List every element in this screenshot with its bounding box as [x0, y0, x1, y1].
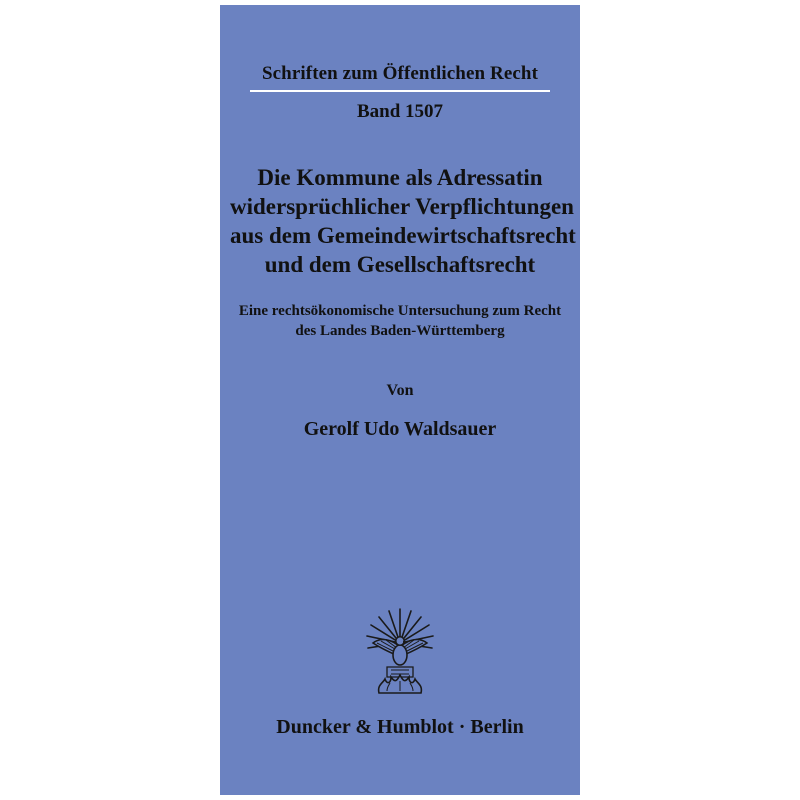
- title-line: aus dem Gemeindewirtschaftsrecht: [230, 223, 576, 248]
- volume-number: Band 1507: [356, 101, 444, 122]
- subtitle-line: des Landes Baden-Württemberg: [295, 323, 505, 339]
- series-title: Schriften zum Öffentlichen Recht: [261, 63, 538, 84]
- author-name: Gerolf Udo Waldsauer: [303, 418, 497, 440]
- book-cover: [220, 5, 580, 795]
- series-divider: [250, 90, 550, 92]
- by-label: Von: [386, 382, 414, 399]
- title-line: und dem Gesellschaftsrecht: [264, 252, 536, 277]
- book-title: [230, 163, 576, 279]
- title-line: widersprüchlicher Verpflichtungen: [230, 194, 574, 219]
- title-line: Die Kommune als Adressatin: [257, 165, 543, 190]
- phoenix-publisher-emblem-icon: [363, 603, 437, 695]
- book-subtitle: [230, 301, 570, 341]
- publisher-imprint: Duncker & Humblot · Berlin: [276, 716, 524, 738]
- subtitle-line: Eine rechtsökonomische Untersuchung zum Recht: [238, 303, 562, 319]
